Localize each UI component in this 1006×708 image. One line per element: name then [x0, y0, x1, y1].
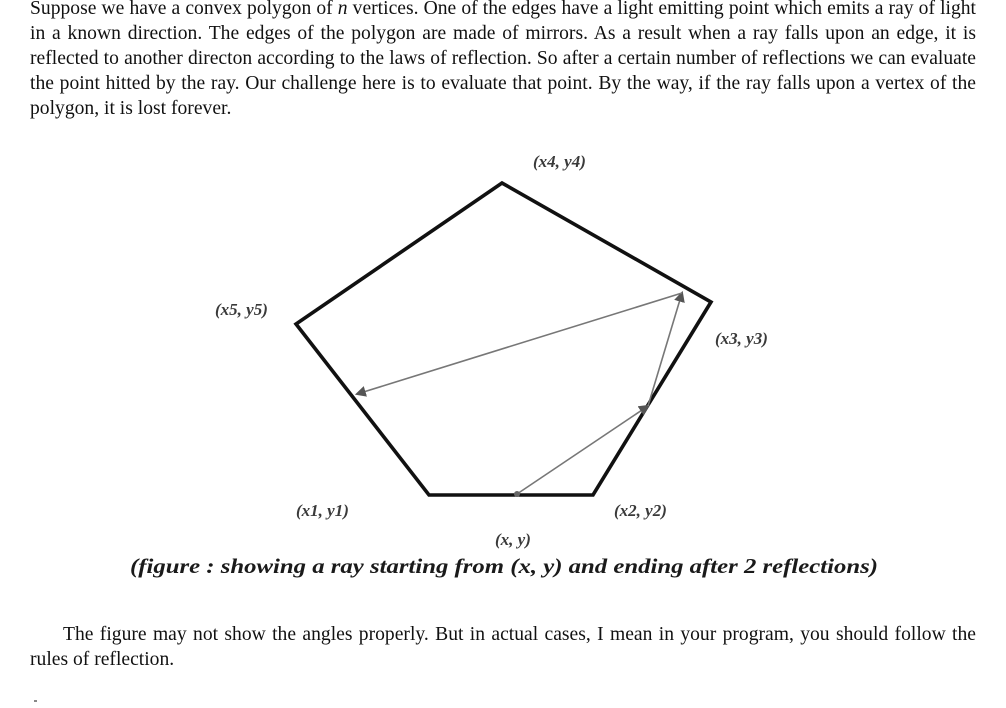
vertex-label-2: (x2, y2) — [614, 501, 667, 520]
variable-n: n — [337, 0, 348, 19]
ray-segment-2 — [648, 293, 682, 406]
page-mark — [34, 700, 37, 702]
vertex-label-5: (x5, y5) — [215, 300, 268, 319]
mirror-polygon — [296, 183, 711, 495]
start-point-label: (x, y) — [495, 530, 531, 549]
paragraph-text-b: vertices. One of the edges have a light emitting point which emits a ray of light in a known direction. The edges of the polygon are made of mirrors. As a result when a ray falls upon an edge, it is reflected to another directon according to the laws of reflection. So after a certain number of reflections we can evaluate the point hitted by the ray. Our challenge here is to evaluate that point. By the way, if the ray falls upon a vertex of the polygon, it is lost forever. — [30, 0, 976, 119]
ray-segment-1 — [517, 406, 648, 494]
vertex-label-3: (x3, y3) — [715, 329, 768, 348]
paragraph-text-a: Suppose we have a convex polygon of — [30, 0, 338, 19]
vertex-label-4: (x4, y4) — [533, 152, 586, 171]
vertex-label-1: (x1, y1) — [296, 501, 349, 520]
figure-caption: (figure : showing a ray starting from (x, y) and ending after 2 reflections) — [130, 554, 878, 578]
ray-segment-3 — [357, 293, 682, 394]
ray-start-point — [514, 491, 520, 497]
note-paragraph: The figure may not show the angles properly. But in actual cases, I mean in your program, you should follow the rules of reflection. — [30, 624, 976, 670]
